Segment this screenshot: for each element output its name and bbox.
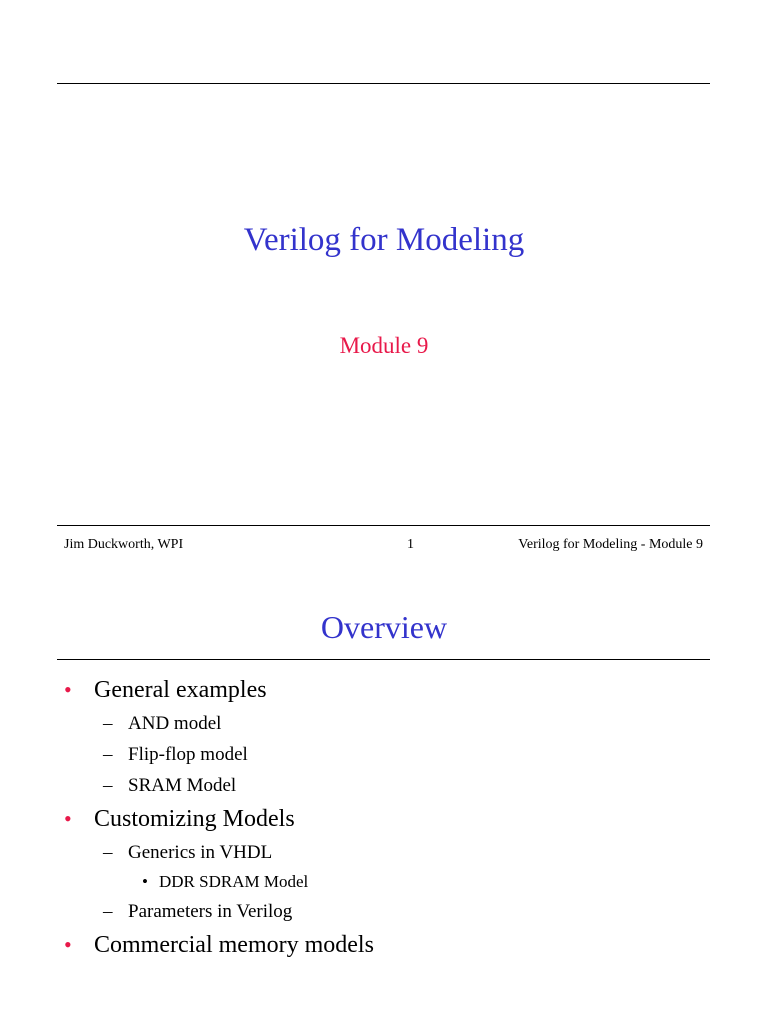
list-item-text: Flip-flop model [128, 744, 248, 765]
slide-subtitle: Module 9 [339, 333, 429, 358]
list-item-text: AND model [128, 713, 222, 734]
overview-title: Overview [320, 609, 448, 645]
top-rule [57, 83, 710, 84]
list-item-text: DDR SDRAM Model [159, 872, 309, 891]
list-item-text: Parameters in Verilog [128, 901, 293, 922]
dash-icon: – [103, 744, 113, 765]
list-item [64, 932, 374, 959]
bullet-icon: • [64, 806, 72, 831]
list-item [103, 901, 293, 923]
footer-course: Verilog for Modeling - Module 9 [518, 537, 703, 552]
list-item [142, 872, 309, 892]
dash-icon: – [103, 901, 113, 922]
dash-icon: – [103, 775, 113, 796]
list-item-text: Generics in VHDL [128, 842, 273, 863]
list-item-text: SRAM Model [128, 775, 237, 796]
overview-rule [57, 659, 710, 660]
list-item [103, 713, 222, 735]
bullet-icon: • [64, 677, 72, 702]
list-item [64, 677, 267, 704]
list-item [103, 744, 248, 766]
list-item-text: Commercial memory models [94, 932, 374, 958]
dash-icon: – [103, 713, 113, 734]
slide-title: Verilog for Modeling [243, 222, 525, 258]
list-item-text: General examples [94, 677, 267, 703]
list-item-text: Customizing Models [94, 806, 295, 832]
list-item [64, 806, 295, 833]
footer-author: Jim Duckworth, WPI [64, 537, 184, 552]
list-item [103, 775, 237, 797]
bullet-icon: • [64, 932, 72, 957]
dash-icon: – [103, 842, 113, 863]
footer-rule [57, 525, 710, 526]
footer-page-number: 1 [407, 537, 414, 552]
bullet-icon: • [142, 872, 148, 891]
list-item [103, 842, 273, 864]
